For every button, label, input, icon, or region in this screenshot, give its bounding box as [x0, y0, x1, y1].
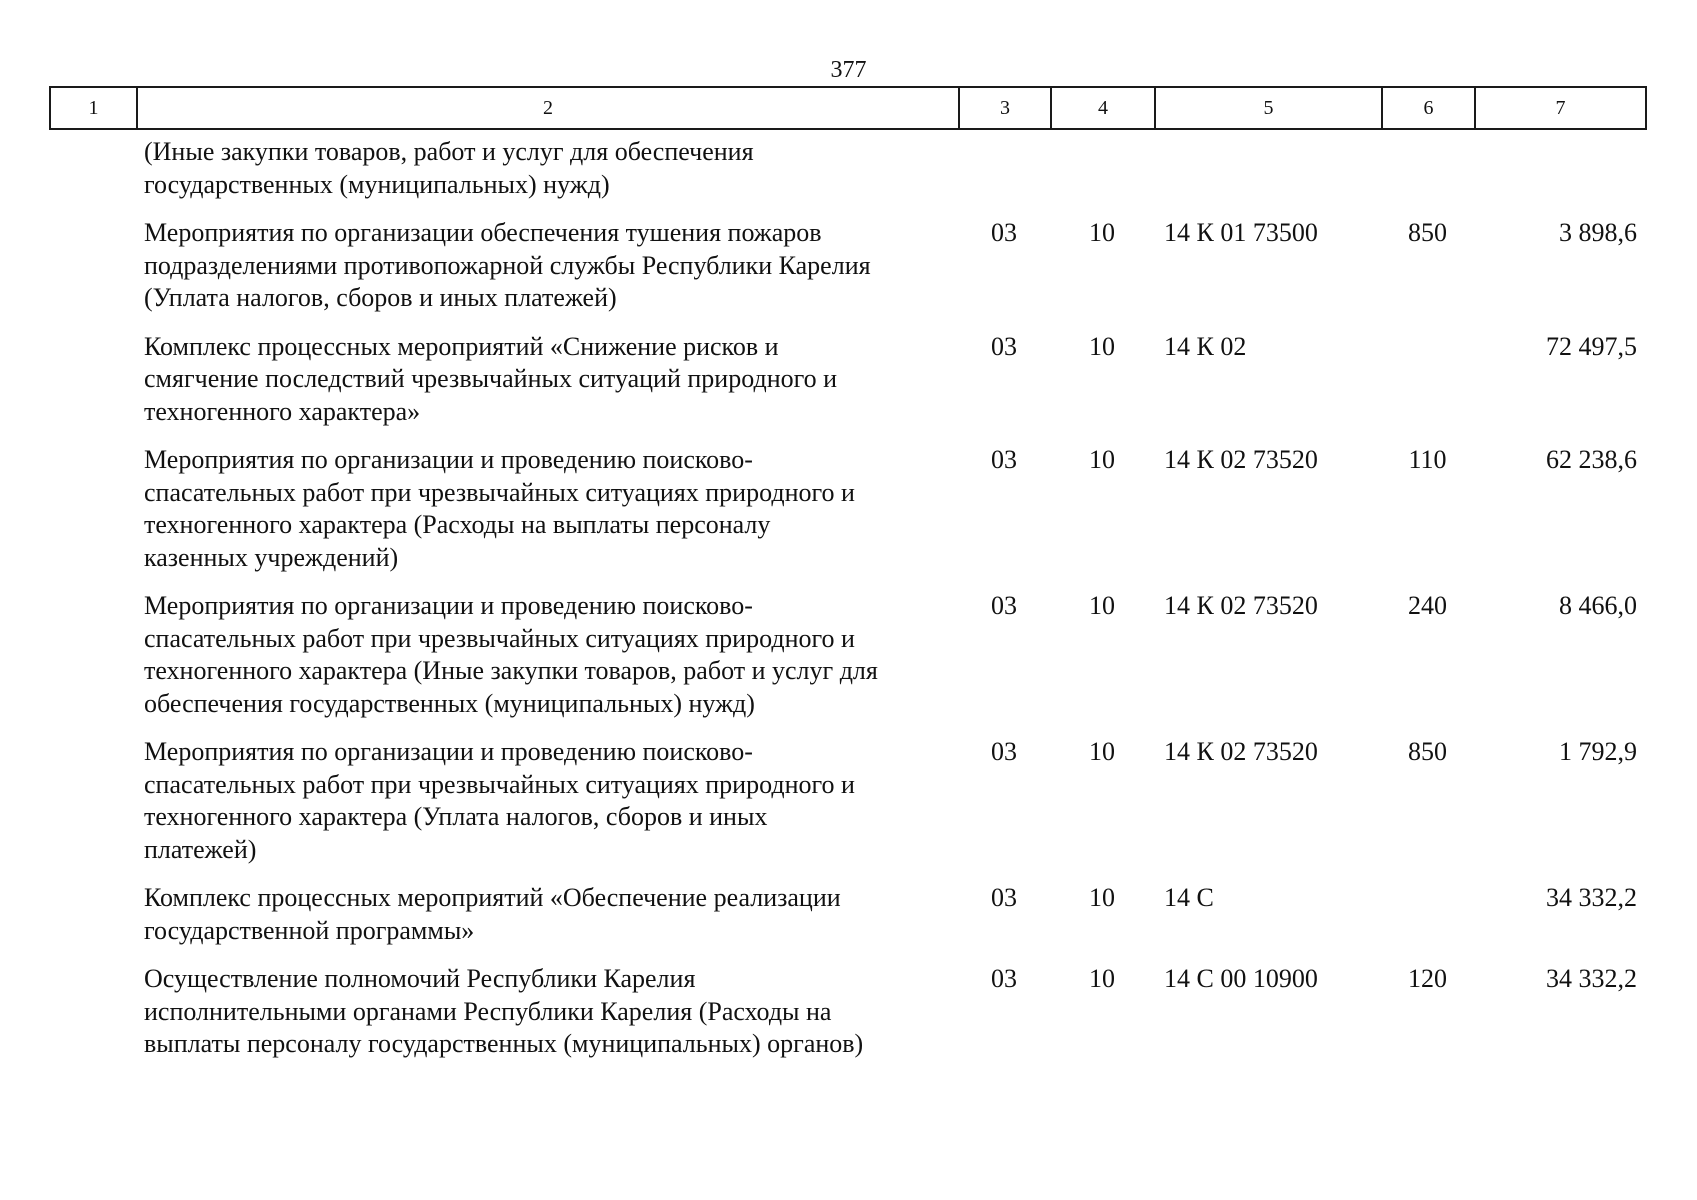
table-row [49, 217, 1645, 315]
cell-expense-type: 120 [1408, 964, 1447, 993]
cell-name-line: техногенного характера» [144, 396, 421, 426]
cell-name-line: спасательных работ при чрезвычайных ситуациях природного и [144, 623, 855, 653]
table-row [49, 963, 1645, 1061]
cell-name-line: Мероприятия по организации и проведению поисково- [144, 737, 753, 766]
cell-name [136, 136, 958, 201]
cell-expense-type: 850 [1408, 737, 1447, 766]
cell-name-line: государственной программы» [144, 915, 475, 945]
cell-name-line: Комплекс процессных мероприятий «Снижение рисков и [144, 331, 779, 361]
cell-name-line: техногенного характера (Расходы на выплаты персоналу [144, 510, 771, 539]
cell-section: 03 [991, 737, 1017, 766]
cell-name-line: Мероприятия по организации и проведению поисково- [144, 591, 753, 620]
cell-target-article: 14 К 02 [1164, 331, 1247, 361]
cell-subsection: 10 [1089, 331, 1115, 361]
cell-number [49, 882, 136, 947]
cell-expense-type: 850 [1408, 218, 1447, 247]
cell-number [49, 736, 136, 866]
cell-name-line: (Уплата налогов, сборов и иных платежей) [144, 283, 617, 312]
cell-target-article: 14 К 02 73520 [1164, 445, 1318, 474]
cell-name-line: выплаты персоналу государственных (муниципальных) органов) [144, 1029, 864, 1058]
cell-expense-type: 110 [1408, 445, 1447, 474]
cell-name-line: платежей) [144, 834, 257, 864]
column-header-7: 7 [1475, 87, 1646, 129]
table-row [49, 590, 1645, 720]
column-header-4: 4 [1051, 87, 1155, 129]
column-header-1: 1 [50, 87, 137, 129]
cell-target-article [1154, 136, 1381, 201]
column-header-6: 6 [1382, 87, 1475, 129]
cell-name-line: Мероприятия по организации обеспечения тушения пожаров [144, 218, 822, 247]
cell-target-article: 14 К 01 73500 [1164, 218, 1318, 247]
cell-section [958, 136, 1050, 201]
cell-number [49, 136, 136, 201]
cell-sum: 62 238,6 [1546, 445, 1637, 474]
cell-name-line: Комплекс процессных мероприятий «Обеспечение реализации [144, 883, 841, 912]
cell-name-line: обеспечения государственных (муниципальных) нужд) [144, 688, 755, 718]
cell-sum: 34 332,2 [1546, 964, 1637, 993]
cell-section: 03 [991, 331, 1017, 361]
cell-sum: 72 497,5 [1546, 331, 1637, 361]
cell-number [49, 963, 136, 1061]
cell-name-line: Осуществление полномочий Республики Карелия [144, 964, 696, 993]
cell-section: 03 [991, 445, 1017, 474]
table-header [49, 86, 1647, 130]
table-row [49, 444, 1645, 574]
cell-target-article: 14 С 00 10900 [1164, 964, 1318, 993]
cell-subsection: 10 [1089, 737, 1115, 766]
cell-target-article: 14 К 02 73520 [1164, 591, 1318, 620]
table-row [49, 882, 1645, 947]
cell-section: 03 [991, 218, 1017, 247]
cell-name [136, 444, 958, 574]
cell-section: 03 [991, 964, 1017, 993]
cell-section: 03 [991, 883, 1017, 912]
cell-name [136, 882, 958, 947]
cell-name-line: техногенного характера (Уплата налогов, сборов и иных [144, 802, 768, 831]
cell-expense-type [1381, 331, 1474, 429]
cell-name [136, 217, 958, 315]
cell-sum [1474, 136, 1645, 201]
cell-expense-type [1381, 882, 1474, 947]
cell-name-line: Мероприятия по организации и проведению поисково- [144, 445, 753, 474]
table-row [49, 736, 1645, 866]
cell-subsection: 10 [1089, 964, 1115, 993]
cell-subsection: 10 [1089, 883, 1115, 912]
cell-expense-type [1381, 136, 1474, 201]
cell-sum: 34 332,2 [1546, 883, 1637, 912]
column-header-3: 3 [959, 87, 1051, 129]
cell-name [136, 736, 958, 866]
column-header-2: 2 [137, 87, 959, 129]
table-body [49, 136, 1645, 1077]
cell-name-line: государственных (муниципальных) нужд) [144, 169, 610, 199]
cell-target-article: 14 С [1164, 883, 1214, 912]
cell-name [136, 331, 958, 429]
column-header-5: 5 [1155, 87, 1382, 129]
cell-name-line: техногенного характера (Иные закупки товаров, работ и услуг для [144, 656, 878, 685]
cell-number [49, 590, 136, 720]
cell-name-line: (Иные закупки товаров, работ и услуг для обеспечения [144, 137, 754, 166]
cell-subsection: 10 [1089, 445, 1115, 474]
cell-sum: 8 466,0 [1559, 591, 1637, 620]
cell-name-line: спасательных работ при чрезвычайных ситуациях природного и [144, 477, 855, 507]
cell-number [49, 217, 136, 315]
cell-name-line: спасательных работ при чрезвычайных ситуациях природного и [144, 769, 855, 799]
cell-sum: 3 898,6 [1559, 218, 1637, 247]
cell-name-line: подразделениями противопожарной службы Республики Карелия [144, 250, 871, 280]
cell-subsection: 10 [1089, 591, 1115, 620]
table-row [49, 136, 1645, 201]
cell-sum: 1 792,9 [1559, 737, 1637, 766]
cell-subsection: 10 [1089, 218, 1115, 247]
page-number: 377 [830, 57, 867, 83]
cell-name-line: казенных учреждений) [144, 542, 399, 572]
cell-name [136, 963, 958, 1061]
cell-section: 03 [991, 591, 1017, 620]
cell-number [49, 444, 136, 574]
cell-number [49, 331, 136, 429]
cell-name [136, 590, 958, 720]
cell-name-line: исполнительными органами Республики Карелия (Расходы на [144, 996, 832, 1026]
cell-subsection [1050, 136, 1154, 201]
table-row [49, 331, 1645, 429]
cell-expense-type: 240 [1408, 591, 1447, 620]
cell-target-article: 14 К 02 73520 [1164, 737, 1318, 766]
cell-name-line: смягчение последствий чрезвычайных ситуаций природного и [144, 364, 838, 393]
